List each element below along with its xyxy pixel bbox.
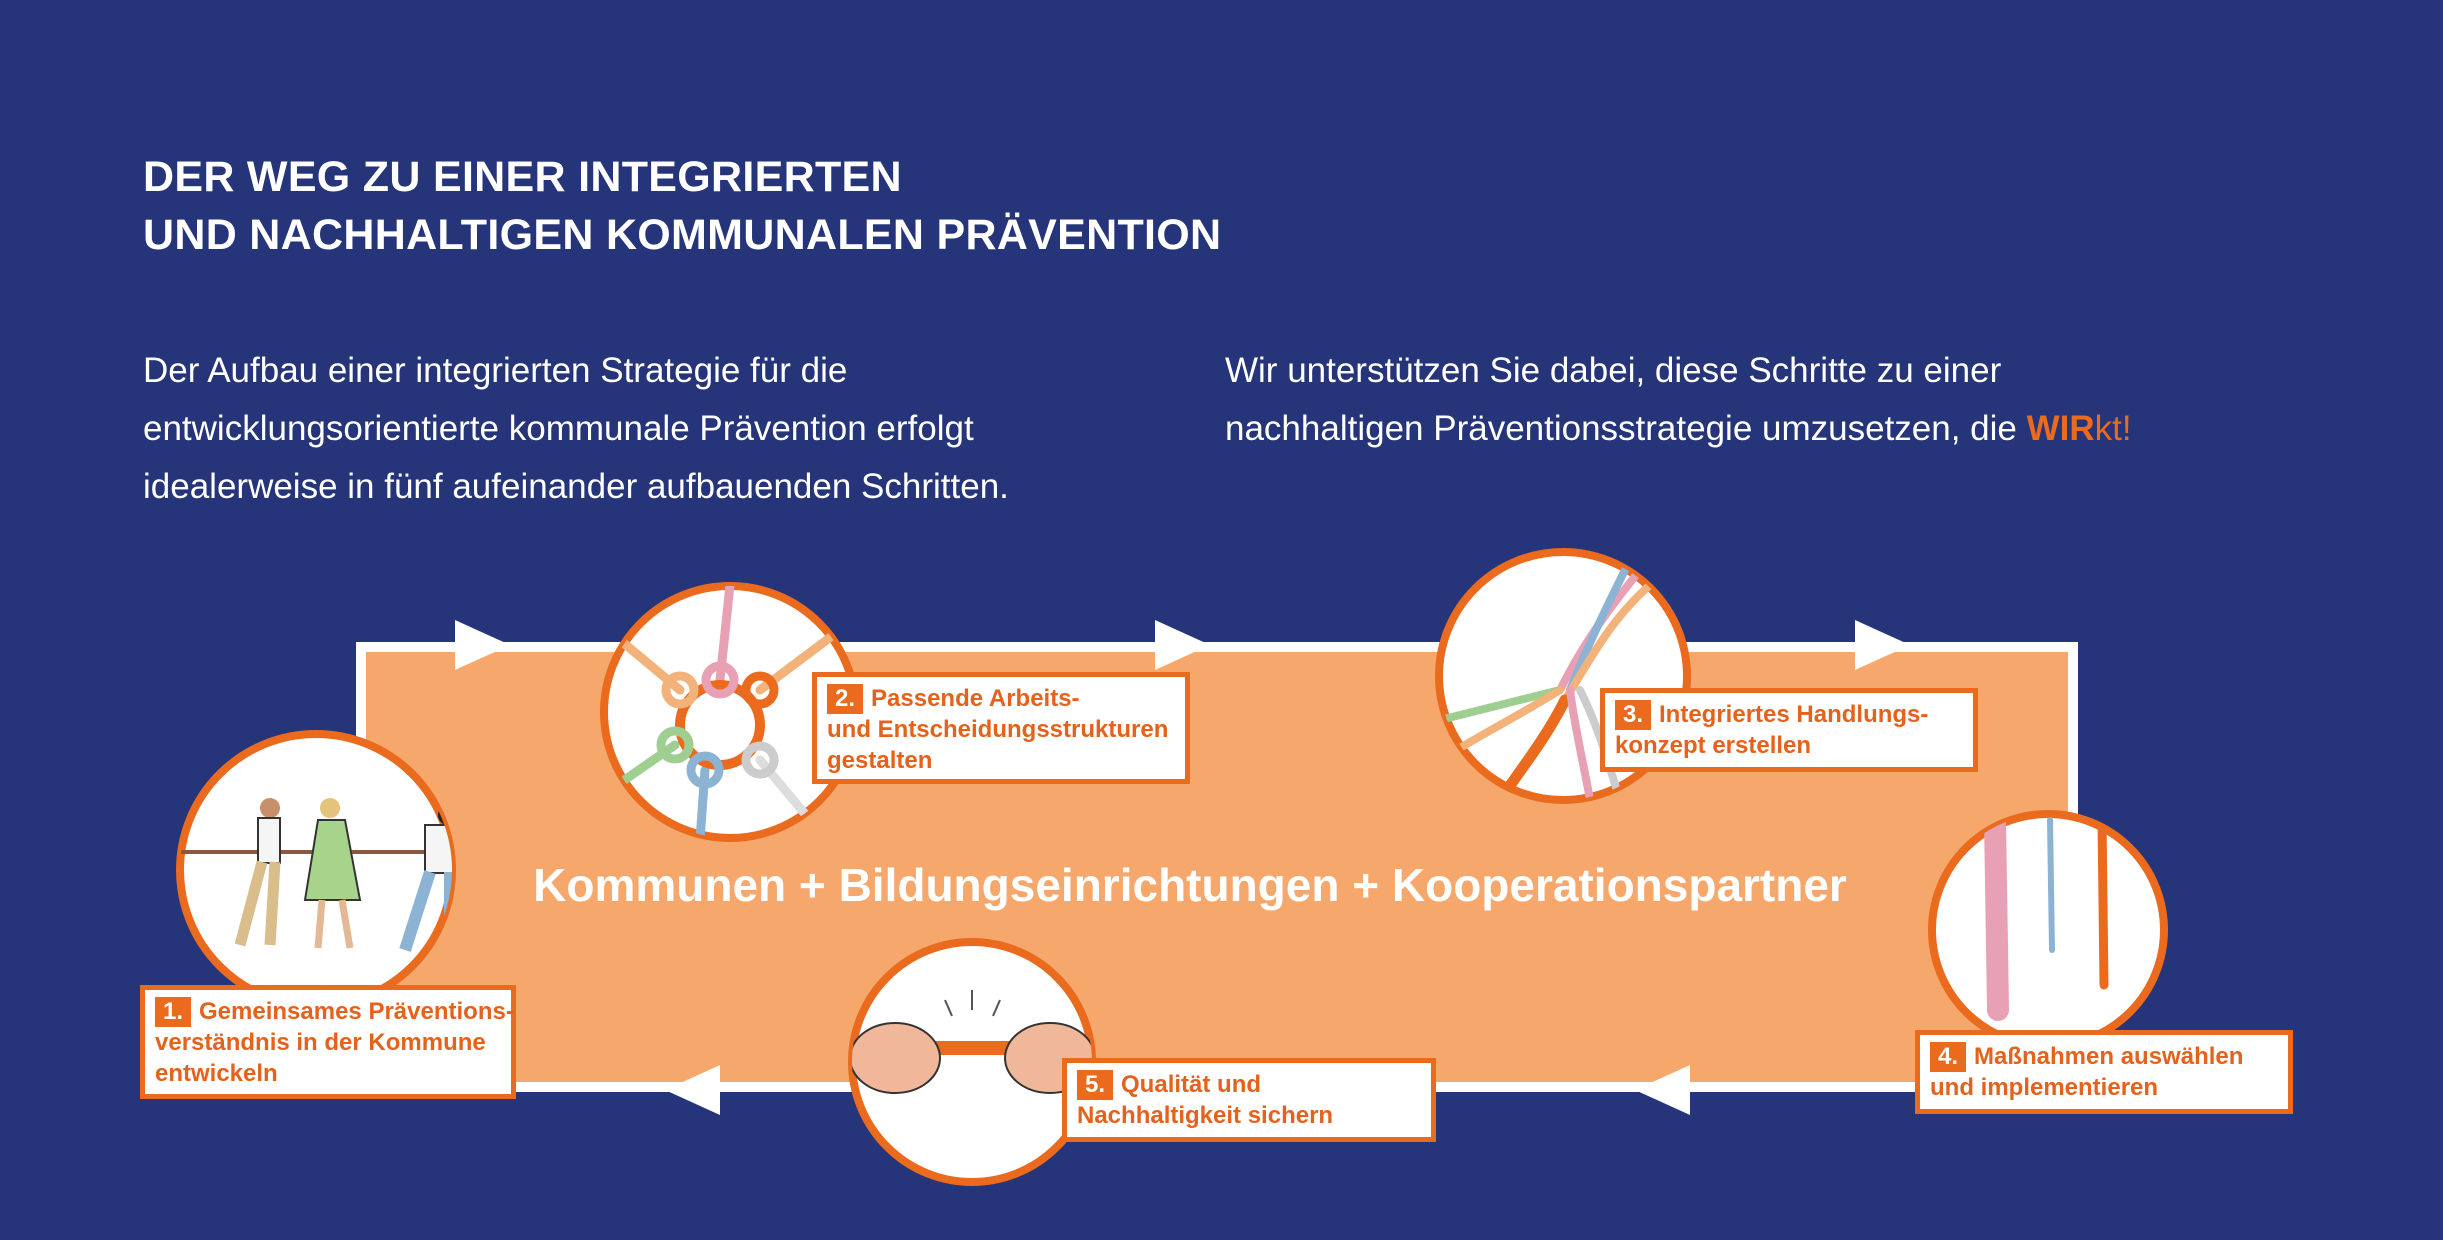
step-5-line-1: Qualität und [1121,1071,1262,1098]
step-4-line-1: Maßnahmen auswählen [1974,1043,2244,1070]
intro-left-line-2: entwicklungsorientierte kommunale Prävention erfolgt [143,409,974,448]
step-2-line-2: und Entscheidungsstrukturen [827,716,1169,743]
wir-highlight: WIR [2026,409,2095,448]
step-3-line-2: konzept erstellen [1615,732,1812,759]
exclamation-mark: ! [2121,409,2132,448]
step-4-line-2: und implementieren [1930,1074,2159,1101]
step-3-box [1600,688,1978,772]
step-1-line-3: entwickeln [155,1060,278,1087]
step-2-box [812,672,1190,784]
center-label: Kommunen + Bildungseinrichtungen + Kooperationspartner [533,859,1847,911]
hands-pulling-rope-icon [850,942,1095,1182]
step-1-line-1: Gemeinsames Präventions- [199,998,514,1025]
intro-right-line-1: Wir unterstützen Sie dabei, diese Schritte zu einer [1225,351,2002,390]
step-2-number: 2. [827,684,863,714]
step-5-number: 5. [1077,1070,1113,1100]
step-3-number: 3. [1615,700,1651,730]
intro-right-line-2-prefix: nachhaltigen Präventionsstrategie umzusetzen, die [1225,409,2027,448]
step-5-box [1062,1058,1436,1142]
step-5-line-2: Nachhaltigkeit sichern [1077,1102,1334,1129]
intro-left-line-3: idealerweise in fünf aufeinander aufbauenden Schritten. [143,467,1009,506]
step-4-number: 4. [1930,1042,1966,1072]
step-1-box [140,985,516,1099]
step-4-box [1915,1030,2293,1114]
intro-left-line-1: Der Aufbau einer integrierten Strategie für die [143,351,848,390]
title-line-1: DER WEG ZU EINER INTEGRIERTEN [143,153,902,201]
step-3-line-1: Integriertes Handlungs- [1659,701,1929,728]
step-2-line-3: gestalten [827,747,933,774]
step-1-line-2: verständnis in der Kommune [155,1029,486,1056]
kt-suffix: kt [2094,409,2122,448]
step-2-line-1: Passende Arbeits- [871,685,1080,712]
step-1-number: 1. [155,997,191,1027]
title-line-2: UND NACHHALTIGEN KOMMUNALEN PRÄVENTION [143,211,1222,259]
hanging-ropes-icon [1932,814,2164,1046]
